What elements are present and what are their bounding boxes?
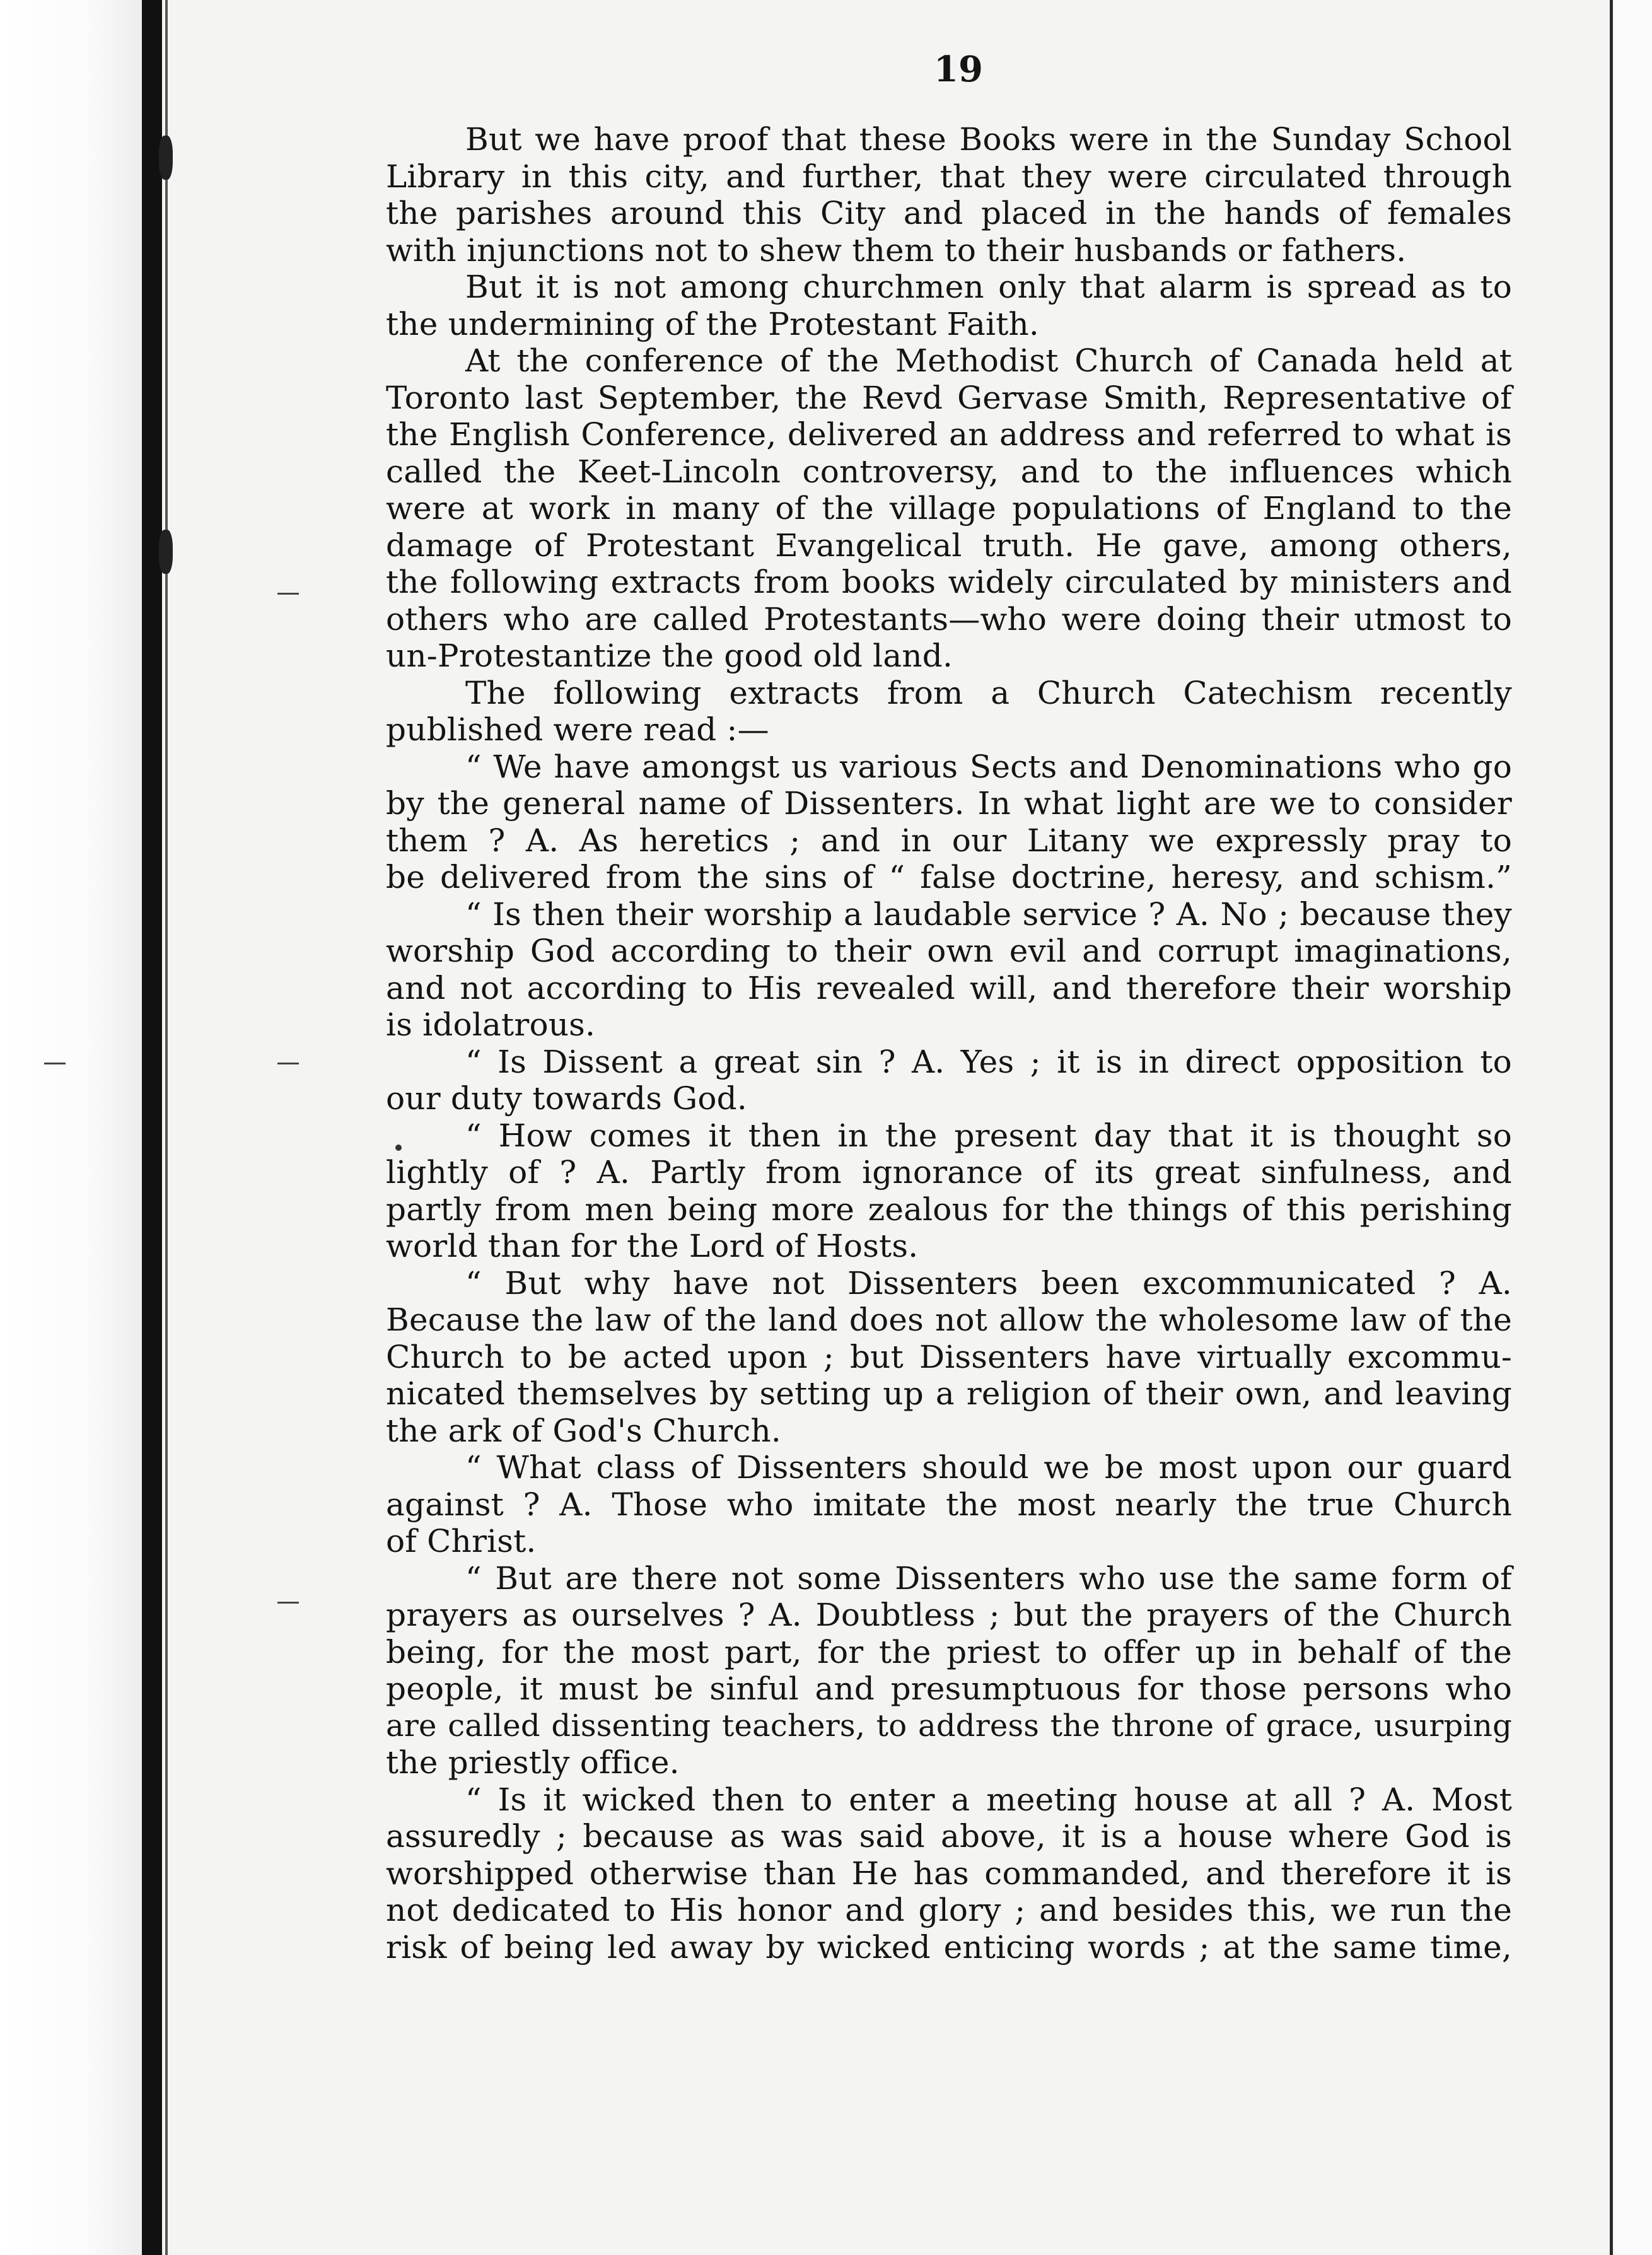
text-line: is idolatrous. [386, 1006, 596, 1043]
text-line: world than for the Lord of Hosts. [386, 1228, 919, 1264]
text-line: the priestly office. [386, 1744, 680, 1781]
text-line: risk of being led away by wicked enticing words ; at the same time, [386, 1928, 1512, 1966]
page-number: 19 [934, 49, 983, 90]
binding-shadow [0, 0, 145, 2255]
text-line: Toronto last September, the Revd Gervase Smith, Representative of [386, 379, 1512, 416]
binding-stitch [159, 530, 173, 574]
text-line: the following extracts from books widely circulated by ministers and [386, 564, 1512, 600]
margin-mark [44, 1063, 66, 1064]
text-line: the undermining of the Protestant Faith. [386, 305, 1040, 342]
text-line: people, it must be sinful and presumptuous for those persons who [386, 1670, 1512, 1707]
text-line: were at work in many of the village populations of England to the [386, 490, 1512, 527]
text-line: “ But why have not Dissenters been excommunicated ? A. [465, 1264, 1512, 1302]
text-line: “ But are there not some Dissenters who use the same form of [465, 1559, 1512, 1597]
text-line: Library in this city, and further, that they were circulated through [386, 158, 1512, 195]
text-line: others who are called Protestants—who were doing their utmost to [386, 600, 1512, 638]
text-line: lightly of ? A. Partly from ignorance of its great sinfulness, and [386, 1154, 1512, 1191]
text-line: assuredly ; because as was said above, it is a house where God is [386, 1818, 1512, 1855]
text-line: un-Protestantize the good old land. [386, 638, 953, 674]
text-line: of Christ. [386, 1523, 537, 1559]
text-line: called the Keet-Lincoln controversy, and to the influences which [386, 453, 1512, 490]
text-line: against ? A. Those who imitate the most nearly the true Church [386, 1486, 1512, 1523]
margin-mark [277, 1063, 299, 1064]
text-line: our duty towards God. [386, 1080, 747, 1117]
text-line: Church to be acted upon ; but Dissenters have virtually excommu- [386, 1338, 1512, 1375]
text-line: “ Is then their worship a laudable service ? A. No ; because they [465, 895, 1512, 933]
body-text [386, 121, 1512, 1966]
text-line: worship God according to their own evil and corrupt imaginations, [386, 933, 1512, 969]
binding-stitch [159, 136, 173, 180]
text-line: But we have proof that these Books were in the Sunday School [465, 121, 1512, 158]
text-line: be delivered from the sins of “ false doctrine, heresy, and schism.” [386, 859, 1512, 895]
binding-edge [142, 0, 162, 2255]
text-line: At the conference of the Methodist Church of Canada held at [465, 342, 1512, 379]
text-line: published were read :— [386, 711, 769, 748]
text-line: “ How comes it then in the present day that it is thought so [465, 1117, 1512, 1154]
text-line: are called dissenting teachers, to address the throne of grace, usurping [386, 1708, 1512, 1744]
text-line: them ? A. As heretics ; and in our Litany we expressly pray to [386, 822, 1512, 859]
text-line: being, for the most part, for the priest to offer up in behalf of the [386, 1633, 1512, 1670]
text-line: and not according to His revealed will, and therefore their worship [386, 969, 1512, 1006]
text-line: by the general name of Dissenters. In what light are we to consider [386, 785, 1512, 822]
text-line: worshipped otherwise than He has commanded, and therefore it is [386, 1855, 1512, 1892]
text-line: “ What class of Dissenters should we be most upon our guard [465, 1449, 1512, 1486]
text-line: prayers as ourselves ? A. Doubtless ; but the prayers of the Church [386, 1597, 1512, 1633]
binding-edge-inner [165, 0, 168, 2255]
text-line: “ We have amongst us various Sects and Denominations who go [465, 748, 1512, 785]
text-line: But it is not among churchmen only that alarm is spread as to [465, 269, 1512, 305]
text-line: the English Conference, delivered an address and referred to what is [386, 416, 1512, 453]
text-line: damage of Protestant Evangelical truth. He gave, among others, [386, 527, 1512, 564]
page-right-edge [1610, 0, 1652, 2255]
text-line: with injunctions not to shew them to their husbands or fathers. [386, 231, 1407, 269]
text-line: the ark of God's Church. [386, 1412, 781, 1449]
text-line: “ Is it wicked then to enter a meeting house at all ? A. Most [465, 1781, 1512, 1818]
margin-mark [277, 1602, 299, 1604]
text-line: Because the law of the land does not allow the wholesome law of the [386, 1302, 1512, 1338]
text-line: not dedicated to His honor and glory ; and besides this, we run the [386, 1892, 1512, 1928]
text-line: The following extracts from a Church Catechism recently [465, 674, 1512, 711]
text-line: partly from men being more zealous for the things of this perishing [386, 1191, 1512, 1228]
text-line: nicated themselves by setting up a religion of their own, and leaving [386, 1375, 1512, 1412]
margin-mark [277, 593, 299, 595]
text-line: “ Is Dissent a great sin ? A. Yes ; it is in direct opposition to [465, 1043, 1512, 1080]
text-line: the parishes around this City and placed in the hands of females [386, 195, 1512, 231]
